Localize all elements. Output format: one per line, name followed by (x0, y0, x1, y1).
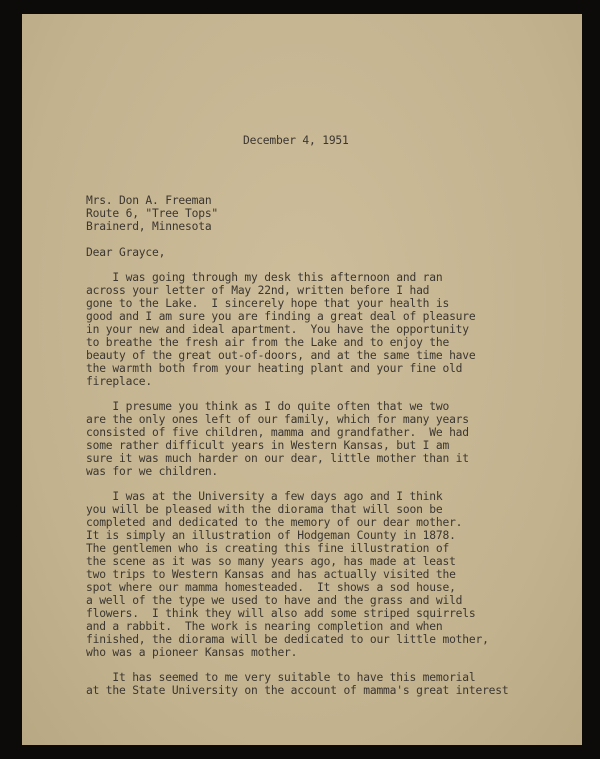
body-line: fireplace. (86, 375, 153, 388)
address-line: Mrs. Don A. Freeman (86, 194, 212, 207)
body-line: It has seemed to me very suitable to have this memorial (86, 671, 476, 684)
body-line: consisted of five children, mamma and grandfather. We had (86, 426, 469, 439)
body-line: finished, the diorama will be dedicated to our little mother, (86, 633, 489, 646)
body-line: are the only ones left of our family, which for many years (86, 413, 469, 426)
address-line: Route 6, "Tree Tops" (86, 207, 219, 220)
letter-page (22, 14, 582, 745)
body-line: across your letter of May 22nd, written before I had (86, 284, 430, 297)
body-line: you will be pleased with the diorama that will soon be (86, 503, 443, 516)
body-line: the warmth both from your heating plant and your fine old (86, 362, 463, 375)
body-line: who was a pioneer Kansas mother. (86, 646, 298, 659)
body-line: I was going through my desk this afternoon and ran (86, 271, 443, 284)
body-line: sure it was much harder on our dear, little mother than it (86, 452, 469, 465)
body-line: some rather difficult years in Western Kansas, but I am (86, 439, 450, 452)
address-line: Brainerd, Minnesota (86, 220, 212, 233)
body-line: It is simply an illustration of Hodgeman County in 1878. (86, 529, 456, 542)
body-line: was for we children. (86, 465, 219, 478)
salutation: Dear Grayce, (86, 246, 166, 259)
body-line: good and I am sure you are finding a great deal of pleasure (86, 310, 476, 323)
body-line: spot where our mamma homesteaded. It shows a sod house, (86, 581, 456, 594)
body-line: gone to the Lake. I sincerely hope that your health is (86, 297, 450, 310)
body-line: completed and dedicated to the memory of our dear mother. (86, 516, 463, 529)
body-line: the scene as it was so many years ago, has made at least (86, 555, 456, 568)
body-line: I presume you think as I do quite often that we two (86, 400, 450, 413)
body-line: and a rabbit. The work is nearing completion and when (86, 620, 443, 633)
body-line: flowers. I think they will also add some striped squirrels (86, 607, 476, 620)
body-line: at the State University on the account of mamma's great interest (86, 684, 509, 697)
body-line: two trips to Western Kansas and has actually visited the (86, 568, 456, 581)
body-line: The gentlemen who is creating this fine illustration of (86, 542, 450, 555)
letter-date: December 4, 1951 (243, 134, 349, 147)
body-line: in your new and ideal apartment. You have the opportunity (86, 323, 469, 336)
body-line: I was at the University a few days ago and I think (86, 490, 443, 503)
body-line: to breathe the fresh air from the Lake and to enjoy the (86, 336, 450, 349)
body-line: beauty of the great out-of-doors, and at the same time have (86, 349, 476, 362)
body-line: a well of the type we used to have and the grass and wild (86, 594, 463, 607)
